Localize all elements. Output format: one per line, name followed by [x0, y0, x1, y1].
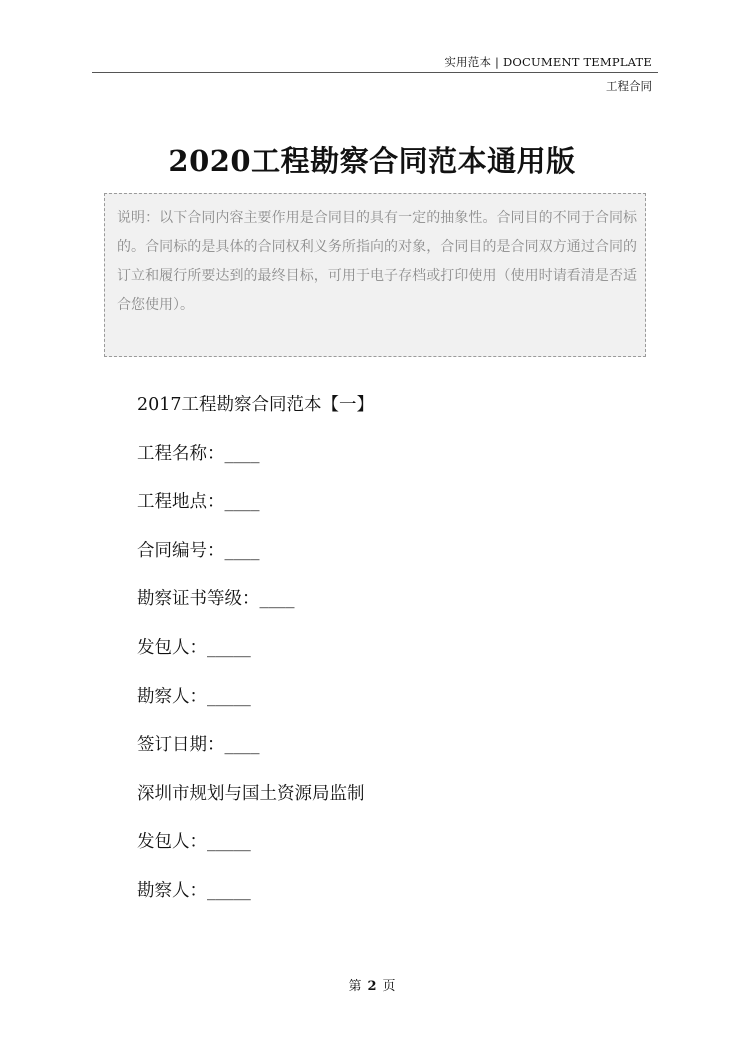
field-employer: 发包人：_____ [137, 637, 251, 658]
page-prefix: 第 [348, 979, 362, 994]
page-suffix: 页 [382, 979, 396, 994]
field-surveyor: 勘察人：_____ [137, 686, 251, 707]
header-category: 工程合同 [606, 79, 652, 93]
contract-fields [137, 392, 374, 927]
field-project-name: 工程名称：____ [137, 443, 260, 464]
header-label: 实用范本 | DOCUMENT TEMPLATE [444, 55, 652, 69]
section-heading: 2017工程勘察合同范本【一】 [137, 395, 375, 415]
issuer-line: 深圳市规划与国土资源局监制 [137, 783, 365, 804]
document-title: 2020工程勘察合同范本通用版 [168, 144, 576, 178]
field-project-location: 工程地点：____ [137, 492, 260, 513]
description-text: 说明：以下合同内容主要作用是合同目的具有一定的抽象性。合同目的不同于合同标的。合同标的是具体的合同权利义务所指向的对象，合同目的是合同双方通过合同的订立和履行所要达到的最终目标，可用于电子存档或打印使用（使用时请看清是否适合您使用）。 [117, 210, 637, 313]
field-certificate-grade: 勘察证书等级：____ [137, 589, 295, 610]
field-signing-date: 签订日期：____ [137, 735, 260, 756]
page-footer [0, 975, 744, 994]
page-number: 2 [367, 979, 377, 994]
field-surveyor: 勘察人：_____ [137, 880, 251, 901]
field-employer: 发包人：_____ [137, 832, 251, 853]
field-contract-number: 合同编号：____ [137, 540, 260, 561]
header-divider [92, 72, 658, 73]
description-box [104, 193, 646, 357]
